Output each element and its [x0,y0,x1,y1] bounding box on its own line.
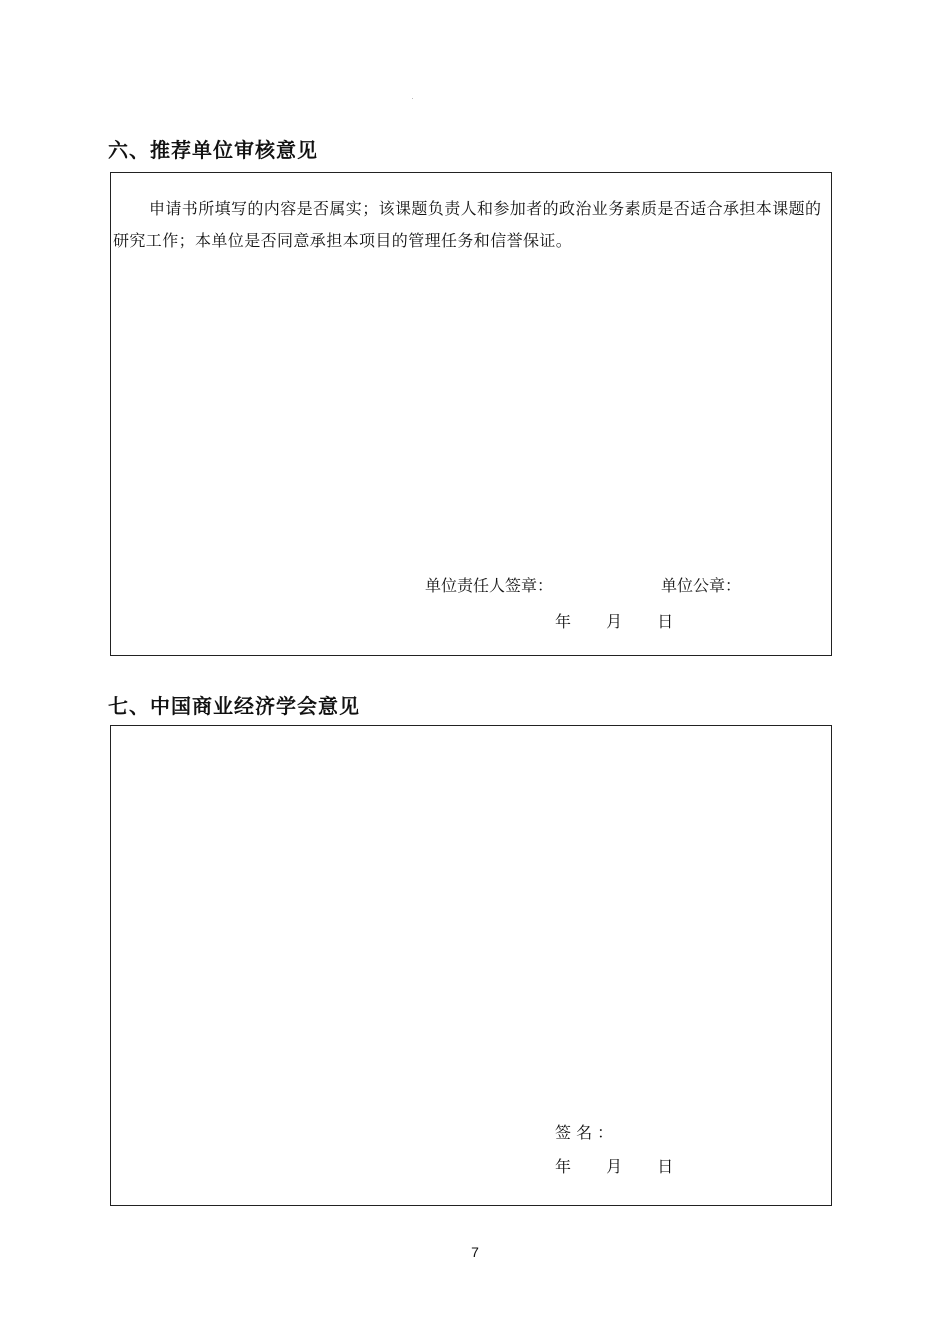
section6-heading: 六、推荐单位审核意见 [108,138,318,162]
section6-instruction: 申请书所填写的内容是否属实；该课题负责人和参加者的政治业务素质是否适合承担本课题的研究工作；本单位是否同意承担本项目的管理任务和信誉保证。 [113,199,822,250]
page-number: 7 [471,1244,479,1260]
date-year: 年 [555,612,572,631]
date-day: 日 [657,612,674,631]
date-year: 年 [555,1157,572,1176]
unit-seal-label: 单位公章： [661,576,742,595]
date-month: 月 [606,1157,623,1176]
scan-speck [412,98,413,99]
date-month: 月 [606,612,623,631]
date-day: 日 [657,1157,674,1176]
section7-opinion-box[interactable] [110,725,832,1206]
section7-date [555,1154,673,1177]
section7-heading: 七、中国商业经济学会意见 [108,694,360,718]
leader-signature-label: 单位责任人签章： [425,576,554,595]
section6-opinion-box[interactable] [110,172,832,656]
section6-date [555,609,673,632]
signature-label: 签 名 ： [555,1123,614,1142]
